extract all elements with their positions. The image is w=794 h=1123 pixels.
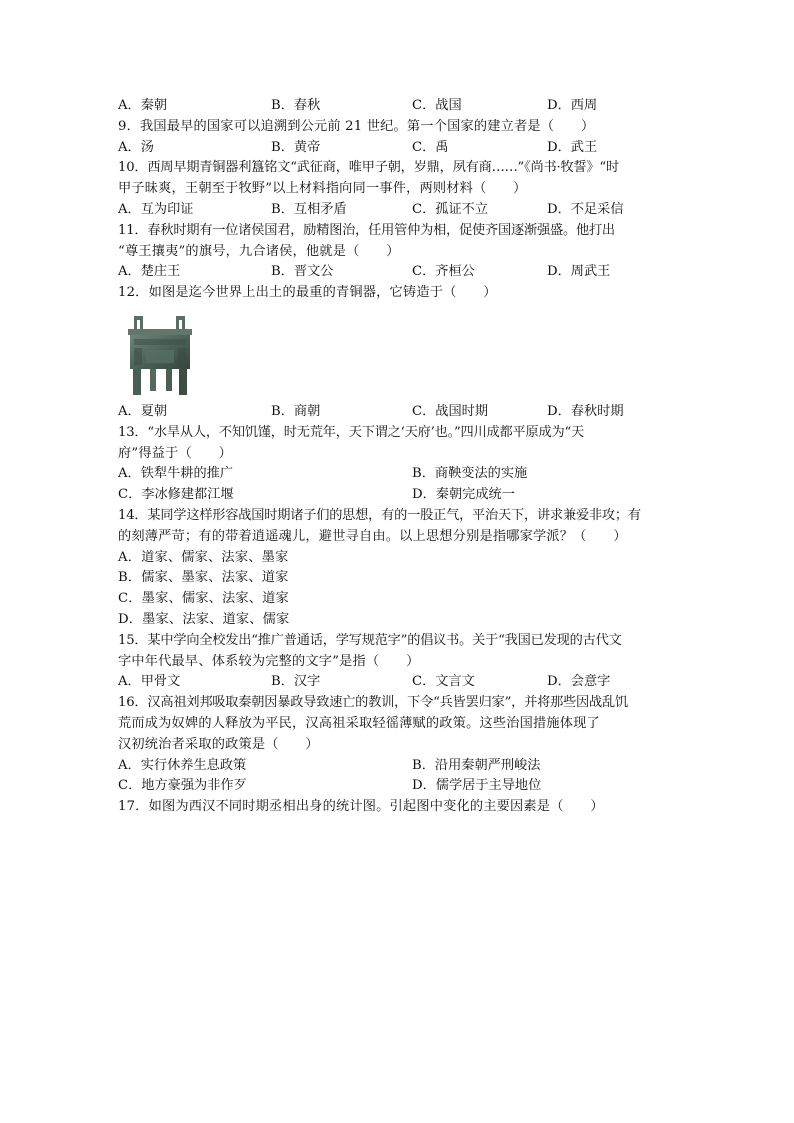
q11-option-c[interactable]: C．齐桓公 (412, 264, 475, 280)
q16-stem-line-2: 荒而成为奴婢的人释放为平民，汉高祖采取轻徭薄赋的政策。这些治国措施体现了 (118, 715, 600, 731)
q15-option-c[interactable]: C．文言文 (412, 674, 475, 690)
q9-option-a[interactable]: A．汤 (118, 139, 154, 155)
q10-stem-line-2: 甲子昧爽，王朝至于牧野”以上材料指向同一事件，两则材料（ ） (118, 181, 527, 197)
q15-option-b[interactable]: B．汉字 (271, 674, 321, 690)
q11-stem-line-1: 11．春秋时期有一位诸侯国君，励精图治，任用管仲为相，促使齐国逐渐强盛。他打出 (118, 222, 615, 238)
q17-stem: 17．如图为西汉不同时期丞相出身的统计图。引起图中变化的主要因素是（ ） (118, 799, 604, 815)
q8-options (118, 96, 678, 117)
q14-option-c[interactable]: C．墨家、儒家、法家、道家 (118, 591, 289, 607)
q11-options (118, 262, 678, 283)
q12-options (118, 402, 678, 423)
q15-options (118, 672, 678, 693)
q10-option-c[interactable]: C．孤证不立 (412, 201, 489, 217)
q11-option-d[interactable]: D．周武王 (547, 264, 611, 280)
q8-option-c[interactable]: C．战国 (412, 98, 462, 113)
q11-option-a[interactable]: A．楚庄王 (118, 264, 181, 280)
q12-option-a[interactable]: A．夏朝 (118, 403, 168, 419)
q10-options (118, 200, 678, 221)
q16-options-row-1 (118, 756, 678, 777)
q16-stem-line-3: 汉初统治者采取的政策是（ ） (118, 736, 319, 752)
bronze-ding-vessel-icon (124, 312, 196, 398)
q8-option-d[interactable]: D．西周 (547, 98, 598, 113)
q13-option-b[interactable]: B．商鞅变法的实施 (412, 466, 528, 482)
q10-stem-line-1: 10．西周早期青铜器利簋铭文“武征商，唯甲子朝，岁鼎，夙有商……”《尚书·牧誓》“时 (118, 160, 619, 176)
q8-option-a[interactable]: A．秦朝 (118, 98, 168, 113)
q15-stem-line-1: 15．某中学向全校发出“推广普通话，学写规范字”的倡议书。关于“我国已发现的古代文 (118, 632, 622, 648)
q12-option-b[interactable]: B．商朝 (271, 403, 321, 419)
q16-option-a[interactable]: A．实行休养生息政策 (118, 757, 247, 773)
q13-option-d[interactable]: D．秦朝完成统一 (412, 487, 515, 503)
q14-option-b[interactable]: B．儒家、墨家、法家、道家 (118, 570, 289, 586)
q13-option-a[interactable]: A．铁犁牛耕的推广 (118, 466, 234, 482)
q13-options-row-2 (118, 485, 678, 506)
q13-options-row-1 (118, 464, 678, 485)
q8-option-b[interactable]: B．春秋 (271, 98, 321, 113)
q12-option-d[interactable]: D．春秋时期 (547, 403, 624, 419)
exam-page (118, 96, 678, 818)
q10-option-a[interactable]: A．互为印证 (118, 201, 194, 217)
q14-option-d[interactable]: D．墨家、法家、道家、儒家 (118, 611, 290, 627)
q11-option-b[interactable]: B．晋文公 (271, 264, 334, 280)
q16-options-row-2 (118, 776, 678, 797)
q14-option-a[interactable]: A．道家、儒家、法家、墨家 (118, 549, 289, 565)
q15-option-d[interactable]: D．会意字 (547, 674, 611, 690)
q10-option-b[interactable]: B．互相矛盾 (271, 201, 347, 217)
q13-stem-line-2: 府”得益于（ ） (118, 445, 233, 461)
q14-stem-line-2: 的刻薄严苛；有的带着逍遥魂儿，避世寻自由。以上思想分别是指哪家学派？（ ） (118, 528, 627, 544)
q15-stem-line-2: 字中年代最早、体系较为完整的文字”是指（ ） (118, 653, 420, 669)
q16-option-c[interactable]: C．地方豪强为非作歹 (118, 778, 247, 794)
q9-option-d[interactable]: D．武王 (547, 139, 598, 155)
q14-stem-line-1: 14．某同学这样形容战国时期诸子们的思想，有的一股正气，平治天下，讲求兼爱非攻；有 (118, 507, 641, 523)
q9-option-c[interactable]: C．禹 (412, 139, 449, 155)
q16-stem-line-1: 16．汉高祖刘邦吸取秦朝因暴政导致速亡的教训，下令“兵皆罢归家”，并将那些因战乱饥 (118, 695, 628, 711)
q16-option-d[interactable]: D．儒学居于主导地位 (412, 778, 542, 794)
q13-stem-line-1: 13．“水旱从人，不知饥馑，时无荒年，天下谓之‘天府’也。”四川成都平原成为“天 (118, 424, 584, 440)
q12-stem: 12．如图是迄今世界上出土的最重的青铜器，它铸造于（ ） (118, 285, 497, 301)
q9-stem: 9．我国最早的国家可以追溯到公元前 21 世纪。第一个国家的建立者是（ ） (118, 118, 595, 134)
q12-option-c[interactable]: C．战国时期 (412, 403, 489, 419)
q13-option-c[interactable]: C．李冰修建都江堰 (118, 487, 234, 503)
q11-stem-line-2: “尊王攘夷”的旗号，九合诸侯，他就是（ ） (118, 243, 400, 259)
q9-option-b[interactable]: B．黄帝 (271, 139, 321, 155)
bronze-ding-image (124, 312, 196, 398)
q16-option-b[interactable]: B．沿用秦朝严刑峻法 (412, 757, 541, 773)
q10-option-d[interactable]: D．不足采信 (547, 201, 624, 217)
q15-option-a[interactable]: A．甲骨文 (118, 674, 181, 690)
q9-options (118, 138, 678, 159)
